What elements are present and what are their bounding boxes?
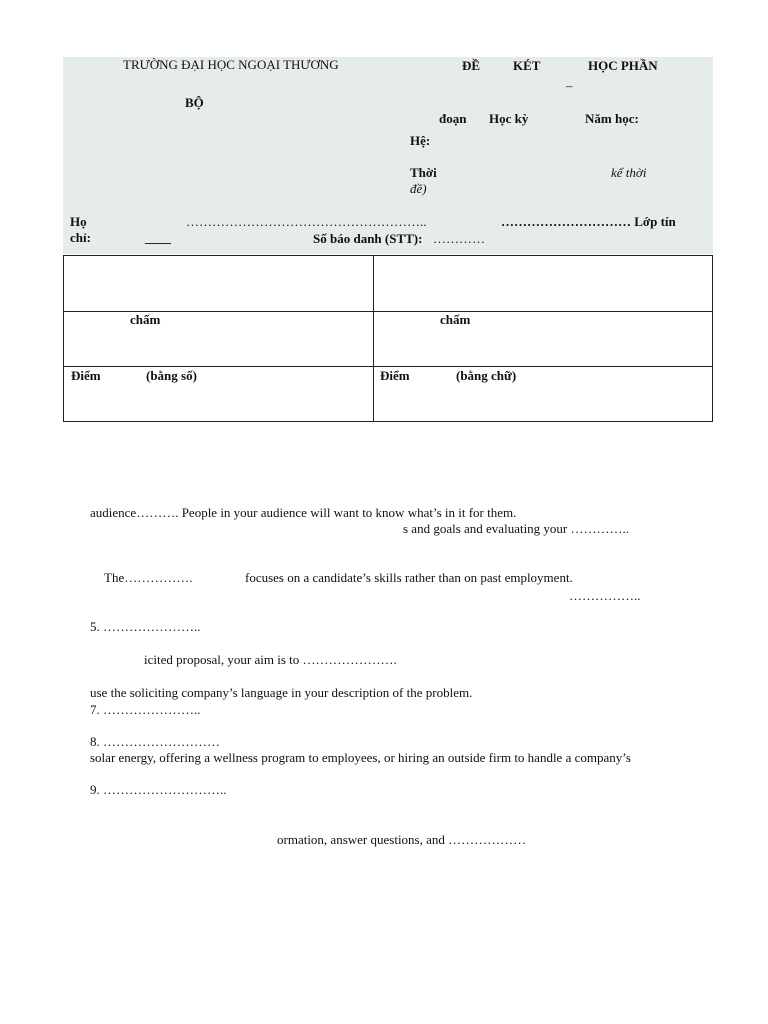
name-dots: ……………………………………………….. (186, 214, 427, 229)
duration-note-close: đề) (410, 181, 427, 196)
question-line: The……………. (104, 570, 193, 585)
table-divider-row1 (64, 311, 712, 312)
question-line: audience………. People in your audience will want to know what’s in it for them. (90, 505, 517, 520)
question-line: …………….. (569, 588, 641, 603)
title-dash: – (566, 78, 573, 93)
student-id-dots: ………… (433, 231, 485, 246)
class-label: ………………………… Lớp tín (501, 214, 676, 229)
semester-label: Học kỳ (489, 111, 529, 126)
table-divider-row2 (64, 366, 712, 367)
exam-title-de: ĐỀ (462, 58, 481, 73)
score-number-label: Điểm (71, 368, 101, 383)
school-year-label: Năm học: (585, 111, 639, 126)
chi-label: chỉ: (70, 230, 91, 245)
question-line: s and goals and evaluating your ………….. (403, 521, 630, 536)
question-line: use the soliciting company’s language in your description of the problem. (90, 685, 473, 700)
ministry-label: BỘ (185, 95, 204, 110)
question-7: 7. ………………….. (90, 702, 201, 717)
question-line: ormation, answer questions, and ……………… (277, 832, 527, 847)
name-label: Họ (70, 214, 87, 229)
table-divider-vertical (373, 256, 374, 421)
system-label: Hệ: (410, 133, 431, 148)
score-words-label: Điểm (380, 368, 410, 383)
score-table (63, 255, 713, 422)
doan-label: đoạn (439, 111, 467, 126)
score-words-note: (bằng chữ) (456, 368, 517, 383)
exam-title-ket: KÉT (513, 58, 541, 73)
duration-note: kể thời (611, 165, 647, 180)
score-number-note: (bằng số) (146, 368, 197, 383)
question-8: 8. ……………………… (90, 734, 220, 749)
duration-label: Thời (410, 165, 437, 180)
school-name: TRƯỜNG ĐẠI HỌC NGOẠI THƯƠNG (123, 57, 339, 72)
question-line: focuses on a candidate’s skills rather than on past employment. (245, 570, 573, 585)
question-5: 5. ………………….. (90, 619, 201, 634)
question-9: 9. ……………………….. (90, 782, 227, 797)
question-line: solar energy, offering a wellness program to employees, or hiring an outside firm to handle a company’s (90, 750, 631, 765)
grader-left-label: chấm (130, 312, 161, 327)
question-line: icited proposal, your aim is to …………………. (144, 652, 397, 667)
exam-title-hocphan: HỌC PHẦN (588, 58, 658, 73)
student-id-label: Số báo danh (STT): (313, 231, 423, 246)
chi-underline: ____ (145, 230, 171, 245)
grader-right-label: chấm (440, 312, 471, 327)
